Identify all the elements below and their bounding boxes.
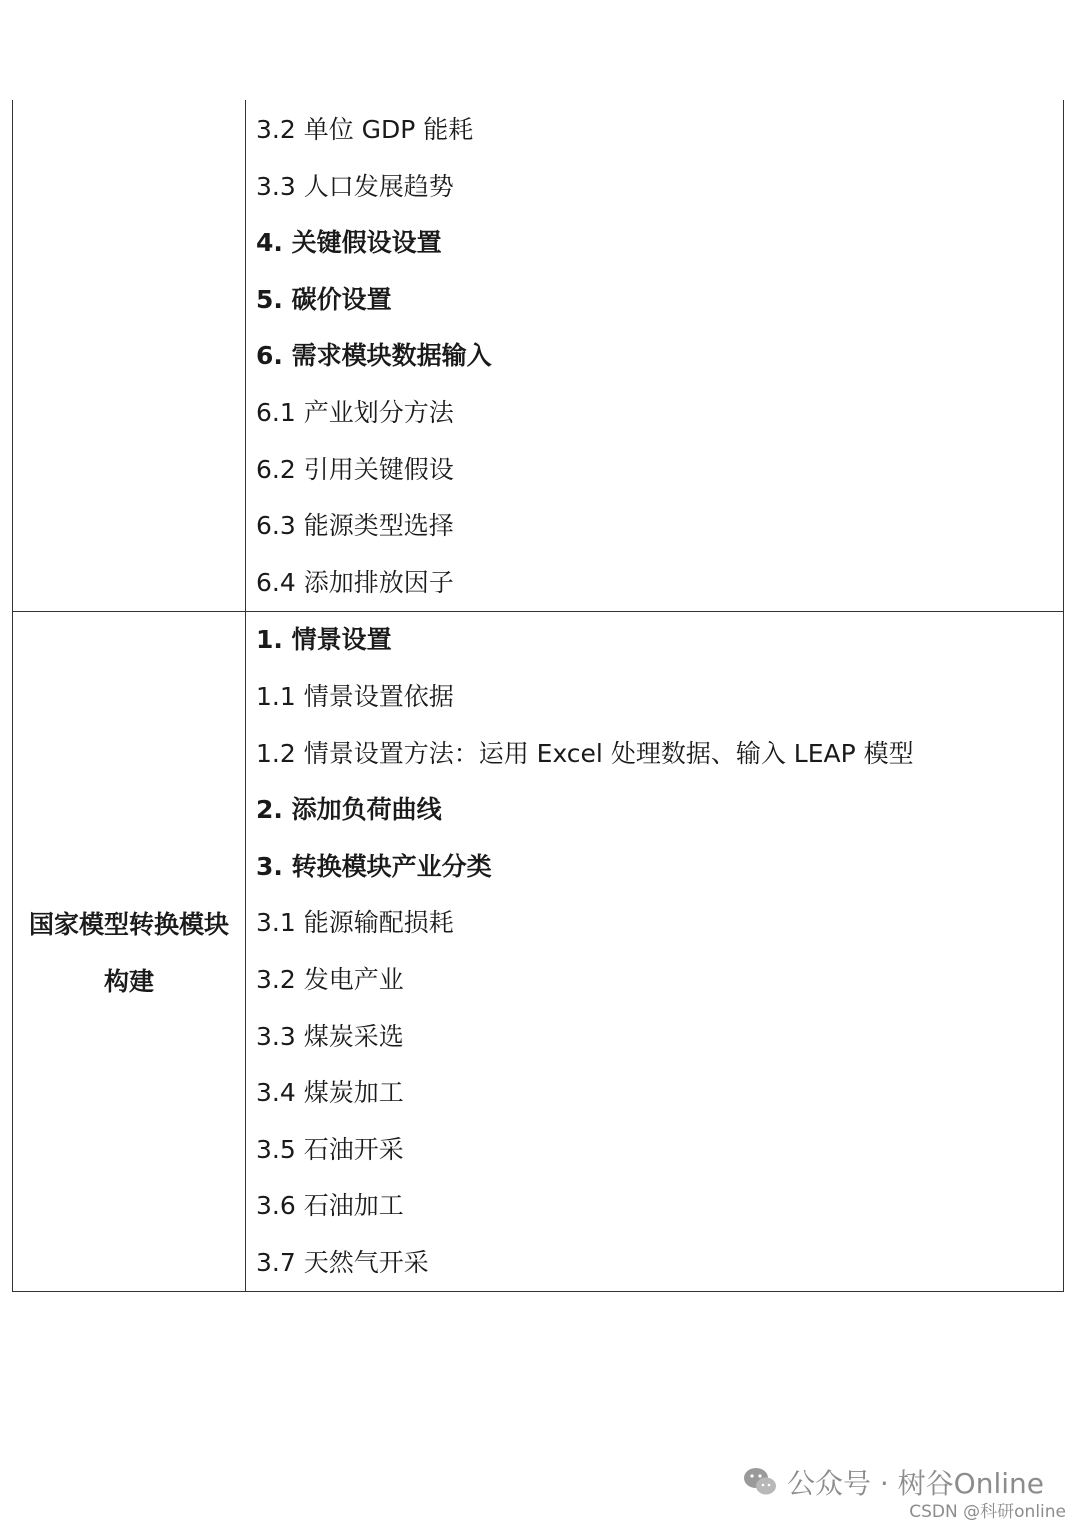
content-table (12, 100, 1064, 1292)
list-item: 3.7 天然气开采 (256, 1247, 429, 1277)
row-label-line-1: 国家模型转换模块 (28, 910, 229, 940)
list-item: 1.2 情景设置方法：运用 Excel 处理数据、输入 LEAP 模型 (256, 738, 914, 768)
list-item: 3.2 单位 GDP 能耗 (256, 115, 474, 144)
list-item: 3.3 煤炭采选 (256, 1021, 404, 1051)
list-item: 6.1 产业划分方法 (256, 397, 454, 427)
row-label-line-2: 构建 (103, 967, 154, 997)
list-item: 3.1 能源输配损耗 (256, 908, 454, 938)
right-cell (246, 612, 1064, 1292)
wechat-icon (741, 1463, 779, 1501)
list-item: 6.2 引用关键假设 (256, 454, 454, 484)
list-heading: 3. 转换模块产业分类 (256, 851, 492, 881)
list-heading: 2. 添加负荷曲线 (256, 795, 442, 825)
table-row (13, 100, 1064, 612)
list-item: 3.4 煤炭加工 (256, 1078, 404, 1108)
list-heading: 4. 关键假设设置 (256, 228, 442, 258)
left-cell-empty (13, 100, 246, 612)
list-item: 6.4 添加排放因子 (256, 567, 454, 597)
left-cell-label (13, 612, 246, 1292)
table-row (13, 612, 1064, 1292)
csdn-watermark: CSDN @科研online (909, 1502, 1066, 1522)
list-heading: 6. 需求模块数据输入 (256, 341, 492, 371)
watermark-text: 公众号 · 树谷Online (786, 1467, 1044, 1500)
list-item: 3.6 石油加工 (256, 1191, 404, 1221)
list-item: 3.3 人口发展趋势 (256, 171, 454, 201)
list-item: 1.1 情景设置依据 (256, 681, 454, 711)
right-cell (246, 100, 1064, 612)
list-item: 3.5 石油开采 (256, 1134, 404, 1164)
list-item: 6.3 能源类型选择 (256, 511, 454, 541)
wechat-watermark (741, 1462, 1044, 1502)
list-item: 3.2 发电产业 (256, 964, 404, 994)
list-heading: 5. 碳价设置 (256, 284, 392, 314)
list-heading: 1. 情景设置 (256, 625, 392, 655)
